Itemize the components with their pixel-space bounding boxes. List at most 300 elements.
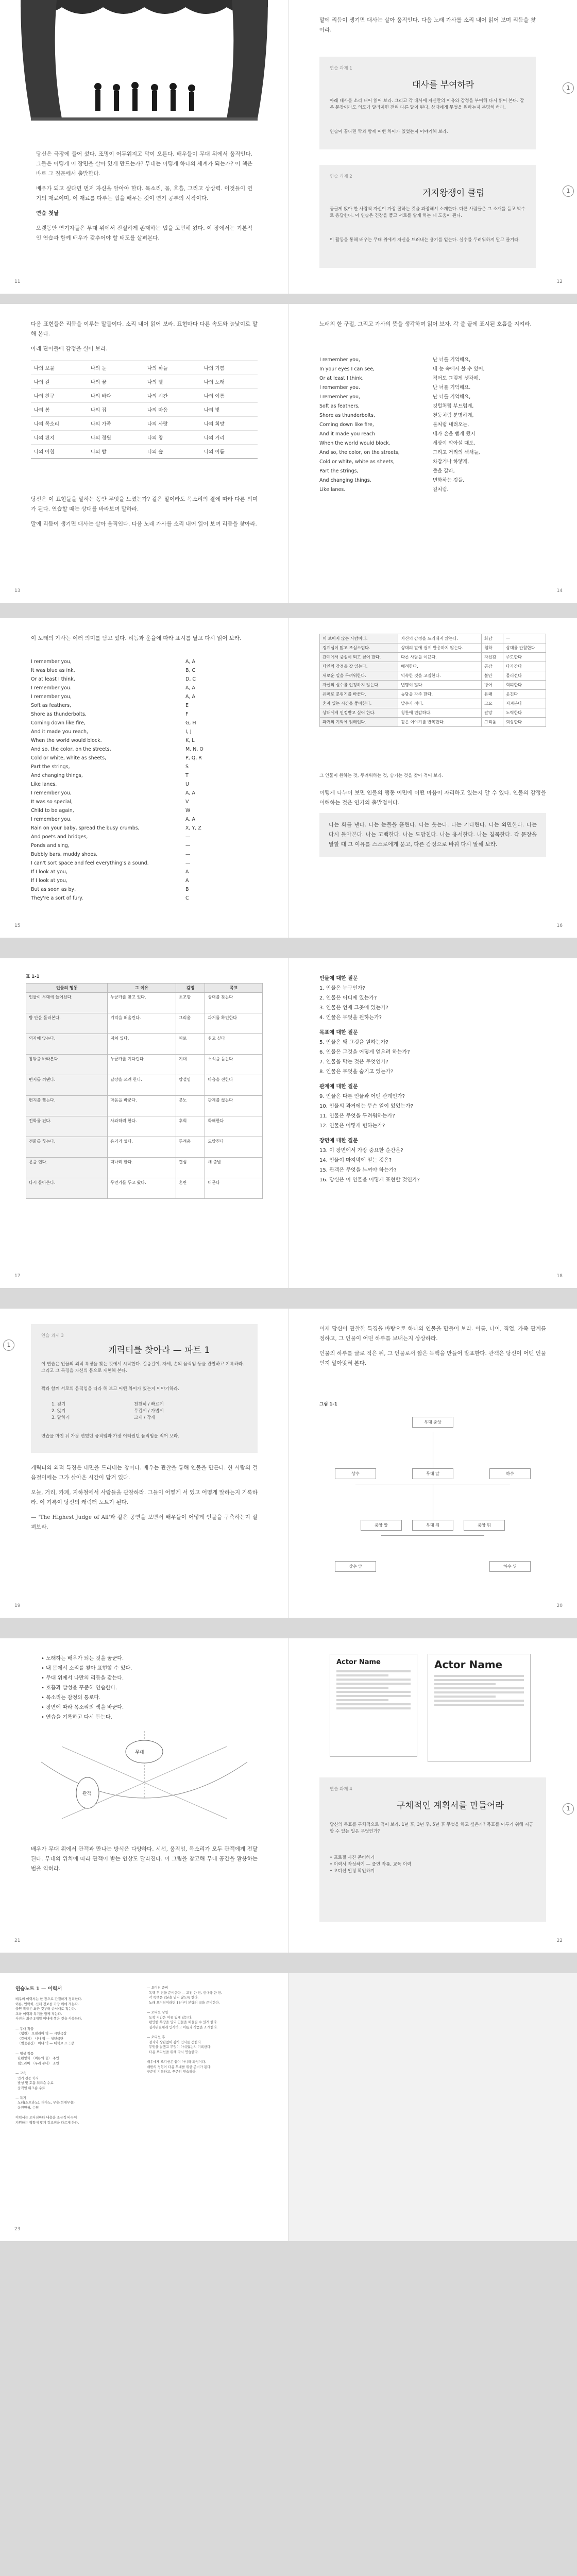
exercise-item-value: 크게 / 작게 <box>134 1415 156 1420</box>
table-cell: 주도한다 <box>503 653 546 662</box>
grid-cell: 나의 밤 <box>88 445 144 459</box>
table-cell: 두려움 <box>176 1137 205 1158</box>
rhyme-mark: S <box>185 764 189 770</box>
action-table <box>26 983 263 1199</box>
table-cell: 변명이 많다. <box>398 681 482 690</box>
paragraph: 말에 리듬이 생기면 대사는 살아 움직인다. 다음 노래 가사를 소리 내어 읽어 보며 리듬을 찾아라. <box>31 521 257 527</box>
table-cell: 피로 <box>176 1034 205 1055</box>
lyric-row <box>319 355 546 365</box>
rhyme-row <box>31 780 258 789</box>
lyric-line: But as soon as by, <box>31 887 76 892</box>
table-cell: 상대를 찾는다 <box>205 993 263 1013</box>
table-cell: 칭찬에 민감하다. <box>398 708 482 718</box>
resume-name: Actor Name <box>434 1658 503 1671</box>
lyric-line: It was blue as ink, <box>31 668 75 673</box>
table-cell: 지쳐 있다. <box>108 1034 176 1055</box>
body-text <box>319 788 546 857</box>
rhyme-row <box>31 841 258 850</box>
table-header-row <box>26 984 263 993</box>
chapter-badge: —1장— <box>134 26 155 32</box>
table-cell: 도망친다 <box>205 1137 263 1158</box>
question-item: 6. 인물은 그것을 어떻게 얻으려 하는가? <box>319 1049 410 1055</box>
lyric-line: Or at least I think, <box>31 676 75 682</box>
grid-cell: 나의 눈 <box>88 361 144 375</box>
table-cell: 같은 이야기를 반복한다. <box>398 718 482 727</box>
table-cell: 유쾌 <box>482 690 503 699</box>
paragraph: 말에 리듬이 생기면 대사는 살아 움직인다. 다음 노래 가사를 소리 내어 읽어 보며 리듬을 찾아라. <box>319 17 536 33</box>
lyric-original: Shore as thunderbolts, <box>319 413 375 418</box>
table-cell: 답장을 쓰려 한다. <box>108 1075 176 1096</box>
rhyme-mark: I, J <box>185 729 192 735</box>
question-list <box>319 969 546 1185</box>
resume-name: Actor Name <box>336 1658 381 1666</box>
lyric-line: Like lanes. <box>31 782 57 787</box>
question-group-heading: 인물에 대한 질문 <box>319 976 358 981</box>
rhyme-row <box>31 719 258 727</box>
rhyme-mark: C <box>185 895 189 901</box>
rhyme-mark: A <box>185 869 189 875</box>
rhyme-row <box>31 885 258 894</box>
spread-1 <box>0 0 577 294</box>
rhyme-row <box>31 850 258 859</box>
question-item: 15. 관객은 무엇을 느껴야 하는가? <box>319 1167 397 1173</box>
rhyme-scheme-list <box>31 657 258 903</box>
table-cell: 망설임 <box>176 1075 205 1096</box>
lyric-row <box>319 448 546 457</box>
page-number: 19 <box>14 1603 21 1608</box>
question-item: 5. 인물은 왜 그것을 원하는가? <box>319 1040 388 1045</box>
rhyme-row <box>31 771 258 780</box>
question-item: 16. 당신은 이 인물을 어떻게 표현할 것인가? <box>319 1177 420 1183</box>
diagram-node: 무대 중앙 <box>412 1417 453 1428</box>
exercise-item: • 프로필 사진 준비하기 <box>330 1855 375 1860</box>
rhyme-mark: A, A <box>185 694 196 700</box>
lyric-original: Cold or white, white as sheets, <box>319 459 395 465</box>
table-cell: 회상한다 <box>503 718 546 727</box>
table-cell: 머문다 <box>205 1178 263 1199</box>
page-13 <box>0 304 288 603</box>
chapter-tab-icon: 1 <box>563 185 574 197</box>
page-11 <box>0 0 288 294</box>
lyric-line: And so, the color, on the streets, <box>31 747 111 752</box>
rhyme-row <box>31 684 258 692</box>
table-row <box>320 671 546 681</box>
table-cell: 편지를 꺼낸다. <box>26 1075 108 1096</box>
exercise-text: 아래 대사를 소리 내어 읽어 보라. 그리고 각 대사에 자신만의 이유와 감정을 부여해 다시 읽어 본다. 같은 문장이라도 의도가 달라지면 전혀 다른 말이 된다. 상대에게 무엇을 원하는지 분명히 하라. <box>330 98 524 110</box>
table-cell: 혼자 있는 시간을 좋아한다. <box>320 699 398 708</box>
paragraph: 배우가 되고 싶다면 먼저 자신을 알아야 한다. 목소리, 몸, 호흡, 그리고 상상력. 이것들이 연기의 재료이며, 이 재료를 다루는 법을 배우는 것이 연기 공부의 시작이다. <box>36 185 252 201</box>
grid-cell: 나의 목소리 <box>31 417 88 431</box>
lyric-line: And poets and bridges, <box>31 834 88 840</box>
question-item: 4. 인물은 무엇을 원하는가? <box>319 1015 382 1021</box>
rhyme-row <box>31 806 258 815</box>
question-item: 9. 인물은 다른 인물과 어떤 관계인가? <box>319 1094 405 1099</box>
page-19 <box>0 1309 288 1618</box>
table-cell: 다가간다 <box>503 662 546 671</box>
table-cell: 기대 <box>176 1055 205 1075</box>
lyric-original: Soft as feathers, <box>319 403 360 409</box>
page-number: 22 <box>556 1938 563 1943</box>
rhyme-mark: G, H <box>185 720 196 726</box>
spread-2 <box>0 304 577 603</box>
page-number: 14 <box>556 588 563 594</box>
lyric-original: I remember you. <box>319 385 360 391</box>
grid-cell: 나의 가족 <box>88 417 144 431</box>
table-cell: 농담을 자주 한다. <box>398 690 482 699</box>
table-cell: 기억을 떠올린다. <box>108 1013 176 1034</box>
bullet-item: • 노래하는 배우가 되는 것을 꿈꾼다. <box>41 1656 124 1662</box>
lyric-line: Child to be again, <box>31 808 74 814</box>
chapter-tab-icon: 1 <box>563 1803 574 1815</box>
resume-line <box>434 1683 496 1685</box>
exercise-title: 거지왕쟁이 클럽 <box>422 188 485 198</box>
exercise-item-row <box>52 1401 237 1408</box>
lyric-row <box>319 430 546 439</box>
rhyme-mark: V <box>185 799 189 805</box>
emphasis-box <box>319 813 546 857</box>
table-row <box>26 1055 263 1075</box>
resume-line <box>434 1687 524 1689</box>
exercise-item: • 이력서 작성하기 — 출연 작품, 교육 이력 <box>330 1862 412 1867</box>
paragraph: 당신은 이 표현들을 말하는 동안 무엇을 느꼈는가? 같은 말이라도 목소리의 결에 따라 다른 의미가 된다. 연습할 때는 상대를 바라보며 말하라. <box>31 496 258 512</box>
table-cell: 그리움 <box>176 1013 205 1034</box>
rhyme-mark: F <box>185 711 189 717</box>
page-number: 17 <box>14 1274 21 1279</box>
grid-cell: 나의 시간 <box>144 389 201 403</box>
table-cell: 편지를 찢는다. <box>26 1096 108 1116</box>
exercise-items <box>330 1855 536 1875</box>
table-header-cell: 목표 <box>205 984 263 993</box>
diagram-node: 중앙 뒤 <box>464 1520 505 1531</box>
paragraph: 이렇게 나누어 보면 인물의 행동 이면에 어떤 마음이 자리하고 있는지 알 수 있다. 인물의 감정을 이해하는 것은 연기의 출발점이다. <box>319 790 546 806</box>
table-cell: 과거의 기억에 얽매인다. <box>320 718 398 727</box>
paragraph: 인물의 하루를 글로 적은 뒤, 그 인물로서 짧은 독백을 만들어 발표한다. 관객은 당신이 어떤 인물인지 알아맞혀 본다. <box>319 1350 546 1366</box>
lyric-translation: 적어도 그렇게 생각해, <box>433 376 480 381</box>
body-text <box>31 319 258 359</box>
rhyme-row <box>31 815 258 824</box>
exercise-text: 연습이 끝나면 짝과 함께 어떤 차이가 있었는지 이야기해 보라. <box>330 129 448 134</box>
diagram-connector <box>381 1535 484 1536</box>
grid-cell: 나의 노래 <box>201 375 258 389</box>
lyric-line: I can't sort space and feel everything's a sound. <box>31 860 149 866</box>
grid-cell: 나의 거리 <box>201 431 258 445</box>
lyric-translation: 변화하는 것들, <box>433 478 465 483</box>
lyric-line: If I look at you, <box>31 878 67 884</box>
rhyme-row <box>31 762 258 771</box>
lyric-line: I remember you, <box>31 659 72 665</box>
lyric-line: Ponds and sing, <box>31 843 70 849</box>
rhyme-row <box>31 736 258 745</box>
question-item: 12. 인물은 어떻게 변하는가? <box>319 1123 385 1129</box>
exercise-item-row <box>52 1415 237 1421</box>
lyric-translation: 길처럼. <box>433 487 449 493</box>
figure-title: 그림 1-1 <box>319 1402 337 1407</box>
rhyme-row <box>31 798 258 806</box>
table-cell: 물러선다 <box>503 671 546 681</box>
table-cell: 용기가 없다. <box>108 1137 176 1158</box>
table-cell: 미 보이지 않는 사람이다. <box>320 634 398 643</box>
rhyme-row <box>31 754 258 762</box>
paragraph: 오늘, 거리, 카페, 지하철에서 사람들을 관찰하라. 그들이 어떻게 서 있고 어떻게 말하는지 기록하라. 이 기록이 당신의 캐릭터 노트가 된다. <box>31 1489 258 1505</box>
table-cell: 고요 <box>482 699 503 708</box>
exercise-item-row <box>52 1408 237 1415</box>
page-number: 21 <box>14 1938 21 1943</box>
question-item: 11. 인물은 무엇을 두려워하는가? <box>319 1113 395 1119</box>
page-24-blank <box>288 1973 577 2241</box>
page-number: 15 <box>14 923 21 928</box>
paragraph: 연습 첫날 <box>36 210 59 216</box>
rhyme-row <box>31 833 258 841</box>
exercise-item-value: 무겁게 / 가볍게 <box>134 1409 164 1414</box>
resume-line <box>434 1700 524 1702</box>
bullet-item: • 무대 위에서 나만의 리듬을 갖는다. <box>41 1675 124 1681</box>
table-cell: 갈망 <box>482 708 503 718</box>
rhyme-mark: A, A <box>185 685 196 691</box>
table-row <box>320 699 546 708</box>
lyric-line: Cold or white, white as sheets, <box>31 755 107 761</box>
table-row <box>320 718 546 727</box>
body-text <box>31 1463 258 1537</box>
table-cell: 과거를 확인한다 <box>205 1013 263 1034</box>
rhyme-row <box>31 789 258 798</box>
rhyme-mark: X, Y, Z <box>185 825 201 831</box>
table-cell: 자신감 <box>482 653 503 662</box>
exercise-text: 이 연습은 인물의 외적 특징을 찾는 것에서 시작한다. 걸음걸이, 자세, 손의 움직임 등을 관찰하고 기록하라. 그리고 그 특징을 자신의 몸으로 재현해 본다. <box>41 1362 244 1374</box>
lyric-row <box>319 467 546 476</box>
diagram-node: 중앙 앞 <box>361 1520 402 1531</box>
lyric-original: Coming down like fire, <box>319 422 374 428</box>
body-text <box>36 149 252 248</box>
resume-sample-large <box>428 1654 531 1762</box>
table-row <box>26 1178 263 1199</box>
table-header-cell: 그 이유 <box>108 984 176 993</box>
table-cell: 자신의 실수를 인정하지 않는다. <box>320 681 398 690</box>
diagram-node: 상수 <box>335 1468 376 1479</box>
grid-cell: 나의 사랑 <box>144 417 201 431</box>
table-cell: 분노 <box>176 1096 205 1116</box>
rhyme-row <box>31 701 258 710</box>
table-cell: 결심 <box>176 1158 205 1178</box>
grid-cell: 나의 친구 <box>31 389 88 403</box>
paragraph: 배우가 무대 위에서 관객과 만나는 방식은 다양하다. 시선, 움직임, 목소리가 모두 관객에게 전달된다. 무대의 위치에 따라 관객이 받는 인상도 달라진다. 이 그림을 참고해 무대 공간을 활용하는 법을 익혀라. <box>31 1846 258 1872</box>
rhyme-row <box>31 859 258 868</box>
lyric-original: I remember you, <box>319 357 360 363</box>
table-cell: 노력한다 <box>503 708 546 718</box>
resume-line <box>336 1674 388 1676</box>
page-number: 20 <box>556 1603 563 1608</box>
table-cell: 소식을 듣는다 <box>205 1055 263 1075</box>
paragraph: 이 노래의 가사는 여러 의미를 담고 있다. 리듬과 운율에 따라 표시를 달고 다시 읽어 보라. <box>31 635 242 641</box>
table-cell: 떠나려 한다. <box>108 1158 176 1178</box>
lyric-row <box>319 402 546 411</box>
lyric-translation: 천둥처럼 분명하게, <box>433 413 474 418</box>
page-number: 11 <box>14 279 21 284</box>
exercise-box-3 <box>31 1324 258 1453</box>
lyric-translation: 불처럼 내려오는, <box>433 422 469 428</box>
rhyme-row <box>31 868 258 876</box>
question-item: 8. 인물은 무엇을 숨기고 있는가? <box>319 1069 394 1075</box>
exercise-box-4 <box>319 1777 546 1922</box>
exercise-box-2 <box>319 165 536 268</box>
lyric-original: Or at least I think, <box>319 376 364 381</box>
exercise-text: 이 활동을 통해 배우는 무대 위에서 자신을 드러내는 용기를 얻는다. 실수를 두려워하지 말고 즐겨라. <box>330 238 520 243</box>
paragraph: 이제 당신이 관찰한 특징을 바탕으로 하나의 인물을 만들어 보라. 이름, 나이, 직업, 가족 관계를 정하고, 그 인물이 어떤 하루를 보내는지 상상하라. <box>319 1326 546 1342</box>
resume-sample-small <box>330 1654 417 1757</box>
body-text <box>319 15 536 40</box>
exercise-label: 연습 과제 2 <box>330 174 352 179</box>
table-cell: 상대에게 인정받고 싶어 한다. <box>320 708 398 718</box>
resume-line <box>434 1691 524 1693</box>
lyric-translation: 난 너를 기억해요, <box>433 394 471 400</box>
resume-line <box>336 1703 411 1705</box>
grid-cell: 나의 아침 <box>31 445 88 459</box>
exercise-item-value: 천천히 / 빠르게 <box>134 1402 164 1407</box>
table-cell: 웃긴다 <box>503 690 546 699</box>
table-cell: 배려한다. <box>398 662 482 671</box>
rhyme-mark: U <box>185 782 189 787</box>
rhyme-mark: — <box>185 843 191 849</box>
rhyme-mark: A, A <box>185 659 196 665</box>
grid-cell: 나의 기쁨 <box>201 361 258 375</box>
resume-line <box>336 1683 411 1685</box>
table-cell: 다른 사람을 이끈다. <box>398 653 482 662</box>
lyric-row <box>319 439 546 448</box>
diagram-node: 상수 앞 <box>335 1561 376 1572</box>
lyric-row <box>319 476 546 485</box>
page-17 <box>0 958 288 1288</box>
table-cell: 그리움 <box>482 718 503 727</box>
bullet-item: • 장면에 따라 목소리의 색을 바꾼다. <box>41 1705 124 1710</box>
table-cell: 새로운 일을 두려워한다. <box>320 671 398 681</box>
table-cell: 후회 <box>176 1116 205 1137</box>
resume-line <box>434 1675 524 1677</box>
rhyme-row <box>31 727 258 736</box>
lyric-line: I remember you, <box>31 817 72 822</box>
lyric-translation: 난 너를 기억해요. <box>433 385 471 391</box>
chapter-title-line-2: 그 시작 <box>122 54 166 69</box>
exercise-label: 연습 과제 4 <box>330 1787 352 1792</box>
rhyme-mark: D, C <box>185 676 196 682</box>
question-item: 3. 인물은 언제 그곳에 있는가? <box>319 1005 388 1011</box>
rhyme-row <box>31 692 258 701</box>
table-row <box>26 1075 263 1096</box>
table-cell: 새 출발 <box>205 1158 263 1178</box>
lyric-line: When the world would block. <box>31 738 102 743</box>
table-cell: 초조함 <box>176 993 205 1013</box>
table-cell: 누군가를 기다린다. <box>108 1055 176 1075</box>
lyric-line: Shore as thunderbolts, <box>31 711 87 717</box>
rhyme-mark: M, N, O <box>185 747 203 752</box>
page-number: 13 <box>14 588 21 594</box>
lyric-row <box>319 485 546 495</box>
exercise-item-label: 2. 앉기 <box>52 1409 66 1414</box>
lyric-line: Bubbly bars, muddy shoes, <box>31 852 98 857</box>
table-cell: 창밖을 바라본다. <box>26 1055 108 1075</box>
table-cell: 관계에서 중심이 되고 싶어 한다. <box>320 653 398 662</box>
grid-cell: 나의 편지 <box>31 431 88 445</box>
page-23 <box>0 1973 288 2241</box>
table-note: 그 인물이 원하는 것, 두려워하는 것, 숨기는 것을 찾아 적어 보라. <box>319 773 444 778</box>
rhyme-row <box>31 710 258 719</box>
lyric-original: And so, the color, on the streets, <box>319 450 400 455</box>
lyrics-list <box>319 355 546 495</box>
chapter-tab-icon: 1 <box>563 82 574 94</box>
paragraph: 당신은 극장에 들어 섰다. 조명이 어두워지고 막이 오른다. 배우들이 무대 위에서 움직인다. 그들은 어떻게 이 장면을 살아 있게 만드는가? 무대는 어떻게 하나의 세계가 되는가? 이 책은 바로 그 질문에서 출발한다. <box>36 151 252 177</box>
grid-cell: 나의 바다 <box>88 389 144 403</box>
arc-label-stage: 무대 <box>135 1750 144 1755</box>
lyric-line: I remember you, <box>31 790 72 796</box>
question-group-heading: 목표에 대한 질문 <box>319 1030 358 1036</box>
page-12 <box>288 0 577 294</box>
page-22 <box>288 1638 577 1953</box>
rhyme-row <box>31 675 258 684</box>
exercise-text: 둥글게 앉아 한 사람씩 자신이 가장 잘하는 것을 과장해서 소개한다. 다른 사람들은 그 소개를 듣고 박수로 응답한다. 이 연습은 긴장을 풀고 서로를 알게 하는 데 도움이 된다. <box>330 207 525 218</box>
exercise-item-label: 3. 말하기 <box>52 1415 70 1420</box>
rhyme-mark: B, C <box>185 668 196 673</box>
rhyme-mark: W <box>185 808 191 814</box>
table-cell: 의자에 앉는다. <box>26 1034 108 1055</box>
lyric-line: Part the strings, <box>31 764 70 770</box>
table-cell: 화해한다 <box>205 1116 263 1137</box>
table-row <box>320 634 546 643</box>
lyric-original: When the world would block. <box>319 440 391 446</box>
lyric-line: Rain on your baby, spread the busy crumbs, <box>31 825 140 831</box>
resume-line <box>434 1696 496 1698</box>
table-row <box>26 1034 263 1055</box>
table-cell: 전화를 건다. <box>26 1116 108 1137</box>
lyric-original: I remember you, <box>319 394 360 400</box>
paragraph: 노래의 한 구절, 그리고 가사의 뜻을 생각하며 읽어 보자. 각 줄 끝에 표시된 호흡을 지켜라. <box>319 321 532 327</box>
paragraph: 아래 단어들에 감정을 실어 보라. <box>31 346 108 352</box>
lyric-row <box>319 393 546 402</box>
grid-cell: 나의 빛 <box>201 403 258 417</box>
resume-line <box>336 1670 411 1672</box>
lyric-translation: 세상이 막아설 때도. <box>433 440 476 446</box>
page-20 <box>288 1309 577 1618</box>
page-number: 16 <box>556 923 563 928</box>
word-grid <box>31 361 258 459</box>
table-header-cell: 감정 <box>176 984 205 993</box>
table-cell: 무언가를 두고 왔다. <box>108 1178 176 1199</box>
bullet-item: • 호흡과 발성을 꾸준히 연습한다. <box>41 1685 117 1691</box>
question-item: 1. 인물은 누구인가? <box>319 986 365 991</box>
table-row <box>26 1116 263 1137</box>
body-text <box>31 1844 258 1879</box>
table-cell: 상대의 말에 쉽게 반응하지 않는다. <box>398 643 482 653</box>
lyric-row <box>319 365 546 374</box>
grid-cell: 나의 창 <box>144 431 201 445</box>
table-row <box>320 708 546 718</box>
body-text <box>319 1324 546 1374</box>
page-21 <box>0 1638 288 1953</box>
question-item: 2. 인물은 어디에 있는가? <box>319 995 377 1001</box>
paragraph: 캐릭터의 외적 특징은 내면을 드러내는 창이다. 배우는 관찰을 통해 인물을 만든다. 한 사람의 걸음걸이에는 그가 살아온 시간이 담겨 있다. <box>31 1465 258 1481</box>
body-text <box>31 634 258 649</box>
emphasis-text: 나는 화를 낸다. 나는 눈물을 흘린다. 나는 웃는다. 나는 기다린다. 나는 외면한다. 나는 다시 돌아본다. 나는 고백한다. 나는 도망친다. 나는 용서한다. 나는 침묵한다. 각 문장을 말할 때 그 이유를 스스로에게 묻고, 다른 감정으로 바꿔 다시 말해 보라. <box>329 822 537 848</box>
table-row <box>320 643 546 653</box>
lyric-translation: 네가 손을 뻗게 했지 <box>433 431 476 437</box>
table-header-cell: 인물의 행동 <box>26 984 108 993</box>
page-number: 18 <box>556 1274 563 1279</box>
grid-cell: 나의 꿈 <box>88 375 144 389</box>
exercise-label: 연습 과제 3 <box>41 1333 64 1338</box>
grid-cell: 나의 정원 <box>88 431 144 445</box>
lyric-line: I remember you. <box>31 685 72 691</box>
grid-cell: 나의 마음 <box>144 403 201 417</box>
lyric-original: In your eyes I can see, <box>319 366 375 372</box>
lyric-row <box>319 374 546 383</box>
table-cell: — <box>503 634 546 643</box>
